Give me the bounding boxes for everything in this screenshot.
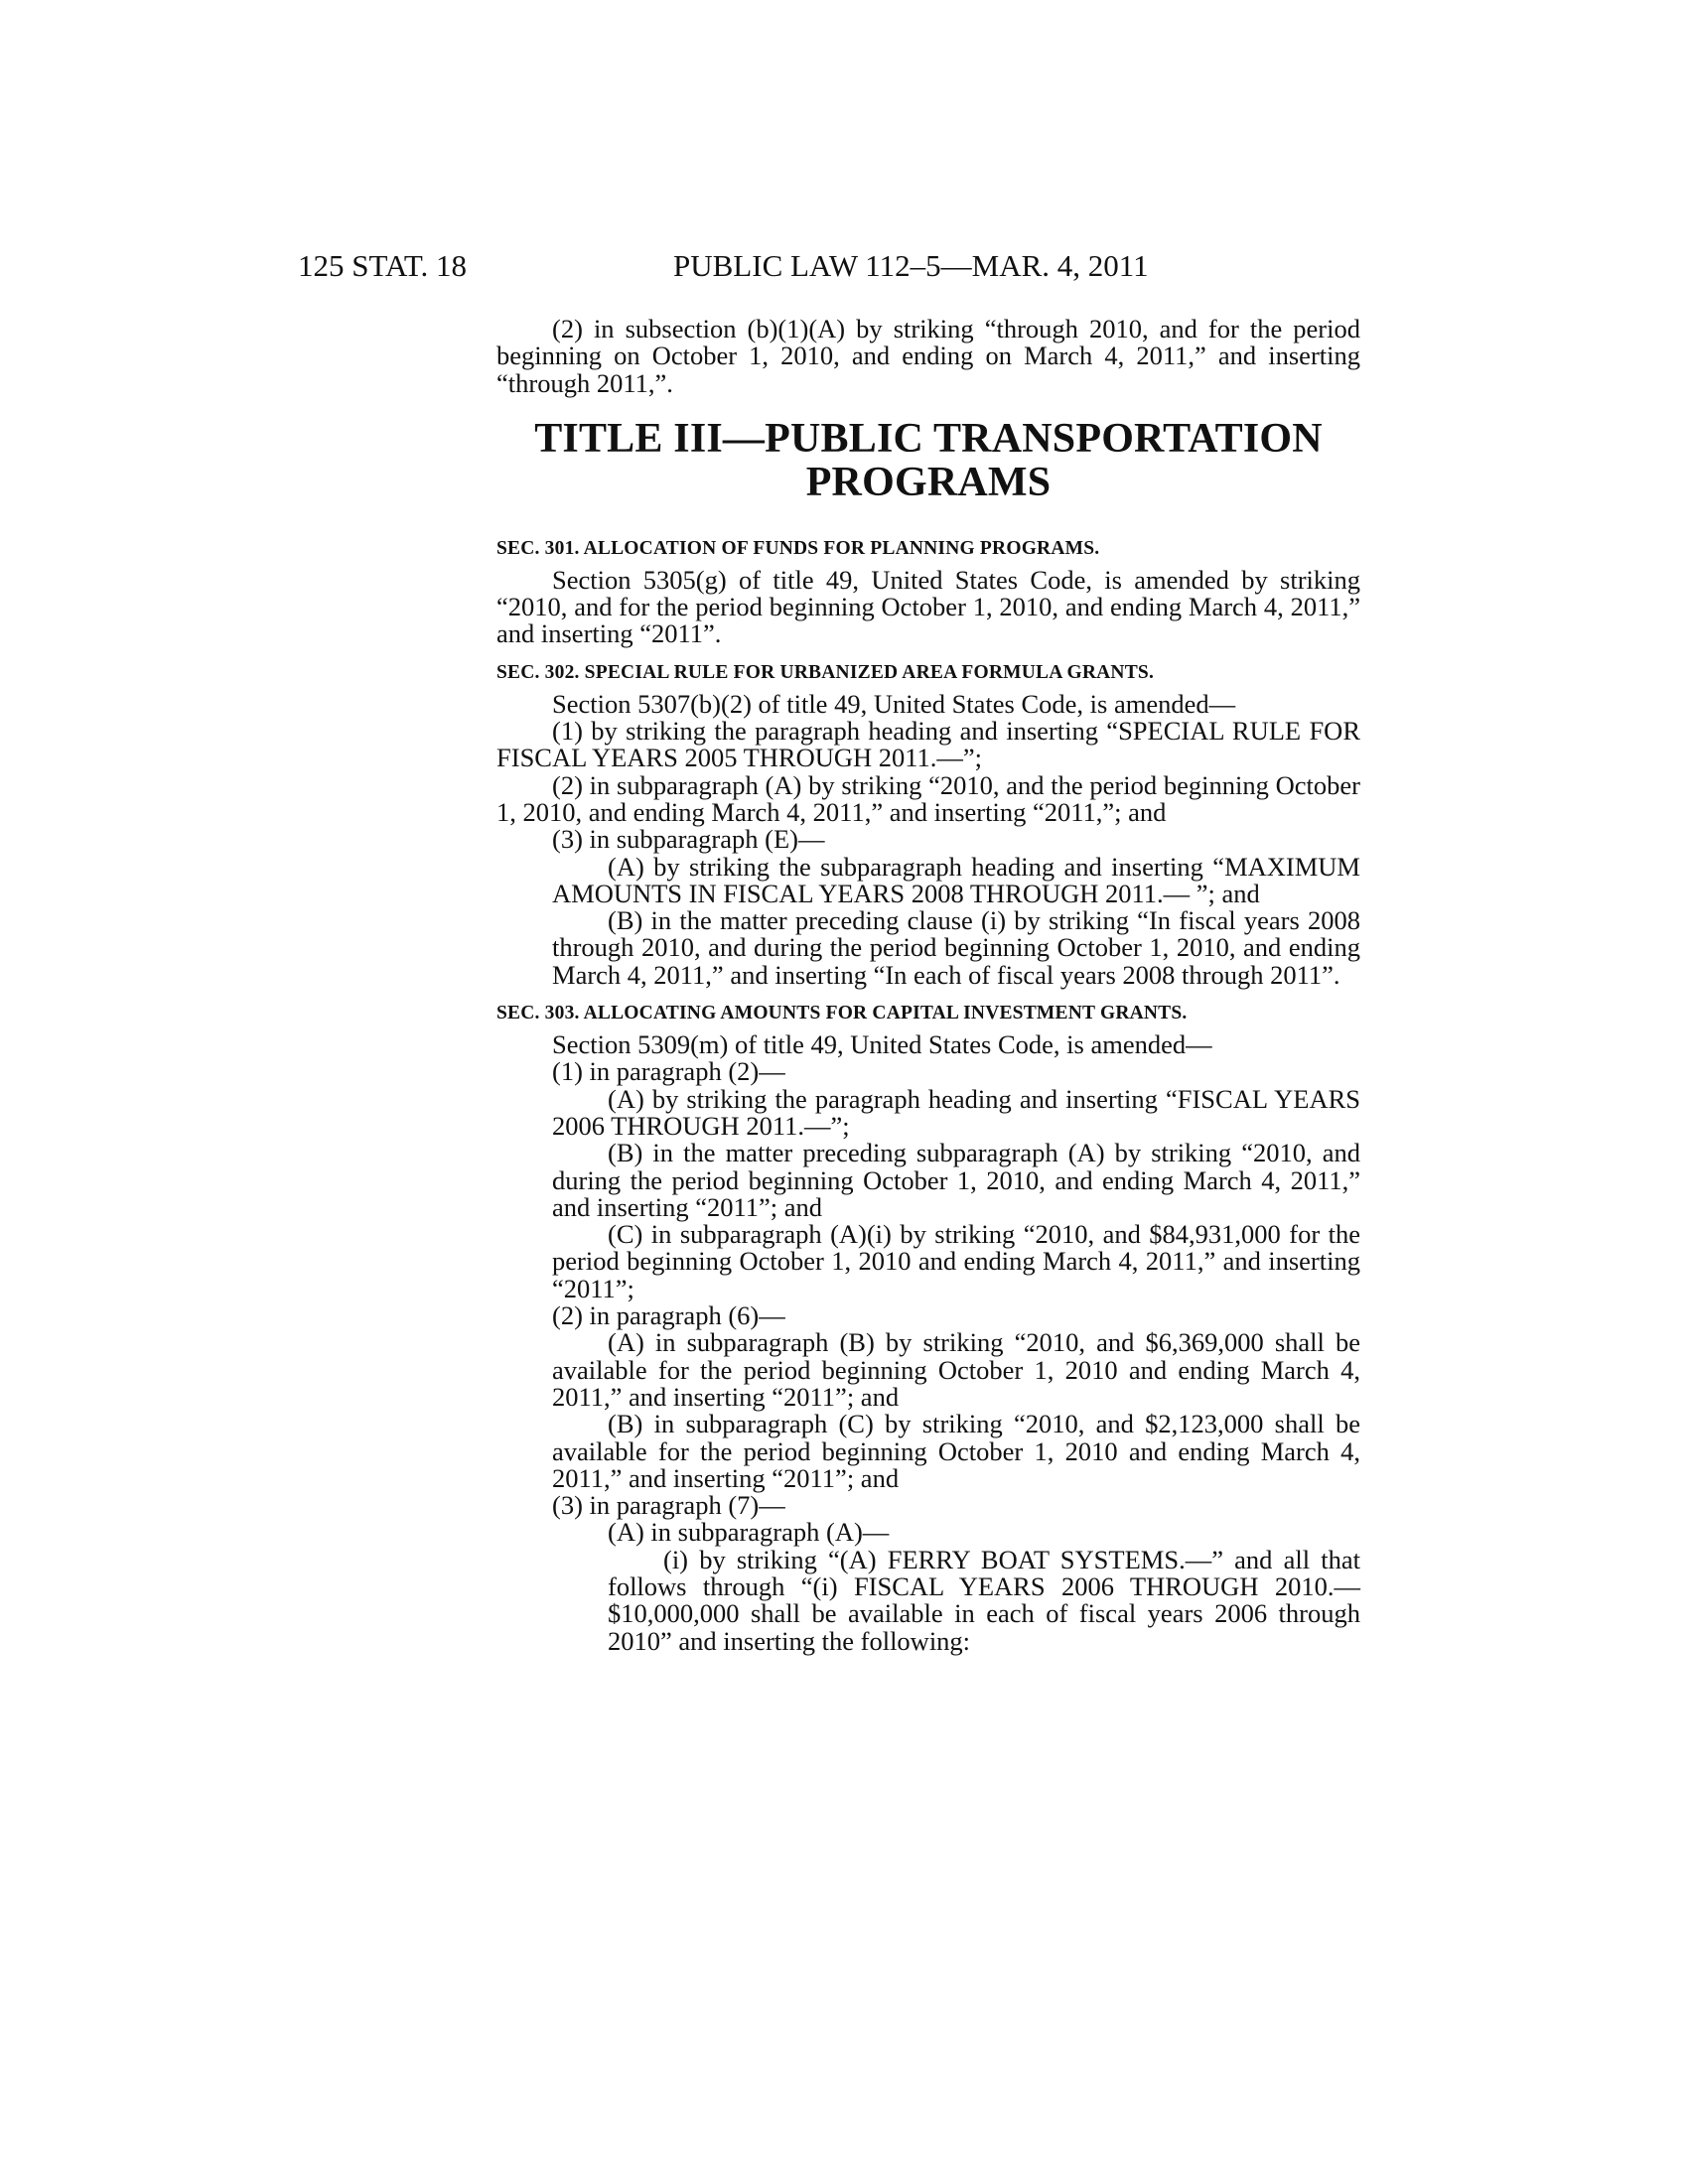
intro-paragraph: (2) in subsection (b)(1)(A) by striking “through 2010, and for the period beginning on October 1, 2010, and ending on March 4, 2011,” and inserting “through 2011,”. xyxy=(496,314,1360,398)
section-302-lead: Section 5307(b)(2) of title 49, United States Code, is amended— xyxy=(552,688,1236,719)
section-302-para-1: (1) by striking the paragraph heading and inserting “SPECIAL RULE FOR FISCAL YEARS 2005 THROUGH 2011.—”; xyxy=(496,716,1360,773)
section-302-subpara-a: (A) by striking the subparagraph heading and inserting “MAXIMUM AMOUNTS IN FISCAL YEARS 2008 THROUGH 2011.— ”; and xyxy=(552,851,1360,908)
section-303-para-1-a: (A) by striking the paragraph heading and inserting “FISCAL YEARS 2006 THROUGH 2011.—”; xyxy=(552,1083,1360,1141)
section-303-para-2-b: (B) in subparagraph (C) by striking “2010, and $2,123,000 shall be available for the period beginning October 1, 2010 and ending March 4, 2011,” and inserting “2011”; and xyxy=(552,1409,1360,1493)
section-303-para-1-b: (B) in the matter preceding subparagraph (A) by striking “2010, and during the period beginning October 1, 2010, and ending March 4, 2011,” and inserting “2011”; and xyxy=(552,1138,1360,1222)
section-303-para-3-a-i: (i) by striking “(A) FERRY BOAT SYSTEMS.—” and all that follows through “(i) FISCAL YEARS 2006 THROUGH 2010.—$10,000,000 shall be available in each of fiscal years 2006 through 2010” and inserting the following: xyxy=(608,1544,1360,1656)
statute-page-number: 125 STAT. 18 xyxy=(298,248,468,283)
section-303-para-1-c: (C) in subparagraph (A)(i) by striking “2010, and $84,931,000 for the period beginning October 1, 2010 and ending March 4, 2011,” and inserting “2011”; xyxy=(552,1219,1360,1303)
section-303-para-2-a: (A) in subparagraph (B) by striking “2010, and $6,369,000 shall be available for the period beginning October 1, 2010 and ending March 4, 2011,” and inserting “2011”; and xyxy=(552,1327,1360,1412)
running-head: PUBLIC LAW 112–5—MAR. 4, 2011 xyxy=(673,248,1149,283)
section-303-para-3-a: (A) in subparagraph (A)— xyxy=(608,1517,890,1548)
section-303-heading: SEC. 303. ALLOCATING AMOUNTS FOR CAPITAL INVESTMENT GRANTS. xyxy=(496,1003,1188,1024)
title-heading: TITLE III—PUBLIC TRANSPORTATION PROGRAMS xyxy=(534,415,1323,505)
section-303-para-3: (3) in paragraph (7)— xyxy=(552,1490,785,1521)
section-301-text: Section 5305(g) of title 49, United States Code, is amended by striking “2010, and for the period beginning October 1, 2010, and ending March 4, 2011,” and inserting “2011”. xyxy=(496,564,1360,649)
section-302-para-2: (2) in subparagraph (A) by striking “2010, and the period beginning October 1, 2010, and ending March 4, 2011,” and inserting “2011,”; and xyxy=(496,769,1360,827)
section-303-para-2: (2) in paragraph (6)— xyxy=(552,1300,785,1331)
section-303-lead: Section 5309(m) of title 49, United States Code, is amended— xyxy=(552,1029,1212,1060)
section-302-subpara-b: (B) in the matter preceding clause (i) by striking “In fiscal years 2008 through 2010, and during the period beginning October 1, 2010, and ending March 4, 2011,” and inserting “In each of fiscal years 2008 through 2011”. xyxy=(552,905,1360,990)
section-303-para-1: (1) in paragraph (2)— xyxy=(552,1056,785,1087)
section-302-heading: SEC. 302. SPECIAL RULE FOR URBANIZED AREA FORMULA GRANTS. xyxy=(496,661,1155,683)
section-302-para-3: (3) in subparagraph (E)— xyxy=(552,824,825,855)
document-body xyxy=(496,316,1360,1655)
page-header xyxy=(298,246,1360,286)
section-301-heading: SEC. 301. ALLOCATION OF FUNDS FOR PLANNING PROGRAMS. xyxy=(496,537,1100,559)
